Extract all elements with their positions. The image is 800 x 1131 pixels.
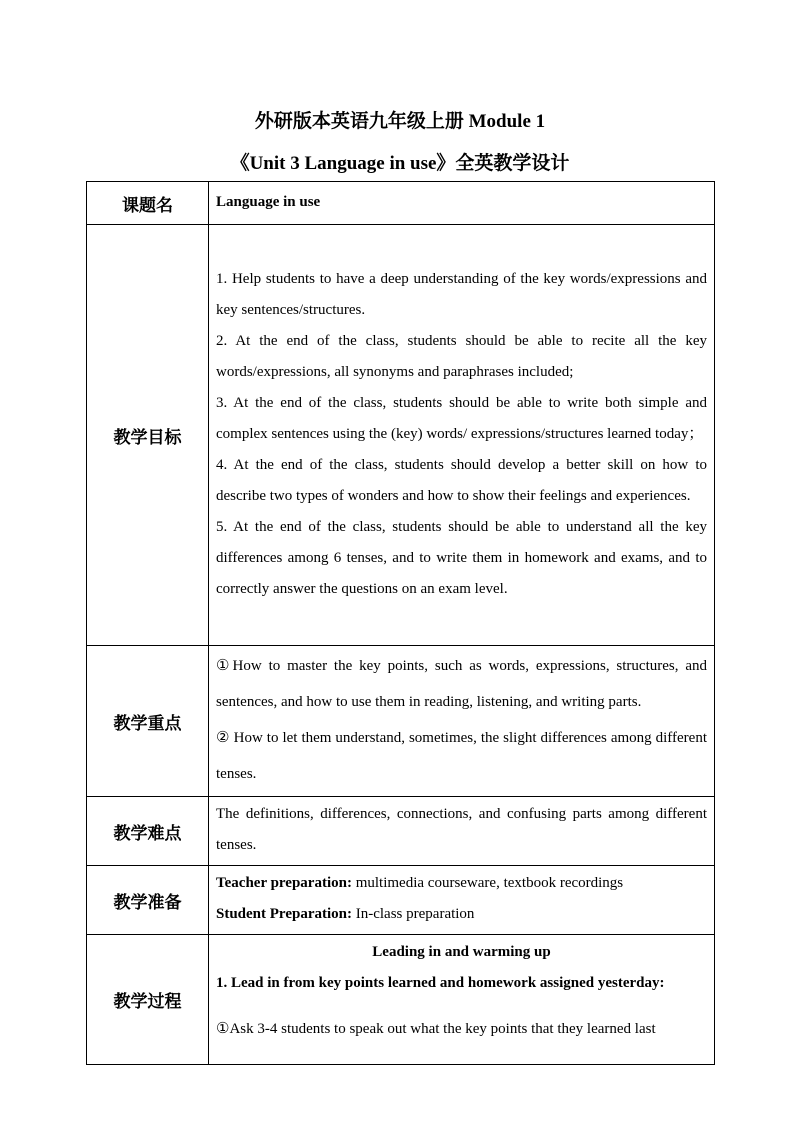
- objectives-content: [209, 225, 715, 646]
- row-key-points: [87, 646, 715, 797]
- label-topic: 课题名: [87, 182, 209, 225]
- label-difficulties: 教学难点: [87, 797, 209, 866]
- lesson-plan-table: [86, 181, 715, 1065]
- row-objectives: [87, 225, 715, 646]
- preparation-content: [209, 866, 715, 935]
- process-step-1-item: ①Ask 3-4 students to speak out what the key points that they learned last: [216, 1021, 656, 1037]
- student-preparation: [216, 899, 707, 930]
- objective-item-1: 1. Help students to have a deep understanding of the key words/expressions and key sentences/structures.: [216, 270, 707, 318]
- row-process: [87, 935, 715, 1065]
- objective-item-2: 2. At the end of the class, students should be able to recite all the key words/expressions, all synonyms and paraphrases included;: [216, 332, 707, 380]
- teacher-preparation-label: Teacher preparation:: [216, 875, 352, 891]
- document-title-line-1: 外研版本英语九年级上册 Module 1: [254, 111, 546, 132]
- label-objectives: 教学目标: [87, 225, 209, 646]
- student-preparation-text: In-class preparation: [351, 906, 475, 922]
- process-step-1: 1. Lead in from key points learned and homework assigned yesterday:: [216, 975, 665, 991]
- key-point-2: ② How to let them understand, sometimes, the slight differences among different tenses.: [216, 730, 707, 782]
- row-preparation: [87, 866, 715, 935]
- row-difficulties: [87, 797, 715, 866]
- label-process: 教学过程: [87, 935, 209, 1065]
- teacher-preparation: [216, 868, 707, 899]
- row-topic: [87, 182, 715, 225]
- label-key-points: 教学重点: [87, 646, 209, 797]
- key-point-1: ①How to master the key points, such as words, expressions, structures, and sentences, and how to use them in reading, listening, and writing parts.: [216, 658, 707, 710]
- difficulties-text: The definitions, differences, connections, and confusing parts among different tenses.: [216, 806, 707, 853]
- key-points-content: [209, 646, 715, 797]
- objective-item-3: 3. At the end of the class, students should be able to write both simple and complex sentences using the (key) words/ expressions/structures learned today；: [216, 394, 707, 442]
- teacher-preparation-text: multimedia courseware, textbook recordings: [351, 875, 624, 891]
- process-content: [209, 935, 715, 1065]
- topic-value: Language in use: [209, 182, 715, 225]
- label-preparation: 教学准备: [87, 866, 209, 935]
- difficulties-content: [209, 797, 715, 866]
- process-heading: Leading in and warming up: [372, 944, 551, 960]
- student-preparation-label: Student Preparation:: [216, 906, 352, 922]
- objective-item-4: 4. At the end of the class, students should develop a better skill on how to describe two types of wonders and how to show their feelings and experiences.: [216, 456, 707, 504]
- document-title-line-2: 《Unit 3 Language in use》全英教学设计: [230, 153, 570, 174]
- objective-item-5: 5. At the end of the class, students should be able to understand all the key differences among 6 tenses, and to write them in homework and exams, and to correctly answer the questions on an exam level.: [216, 518, 707, 597]
